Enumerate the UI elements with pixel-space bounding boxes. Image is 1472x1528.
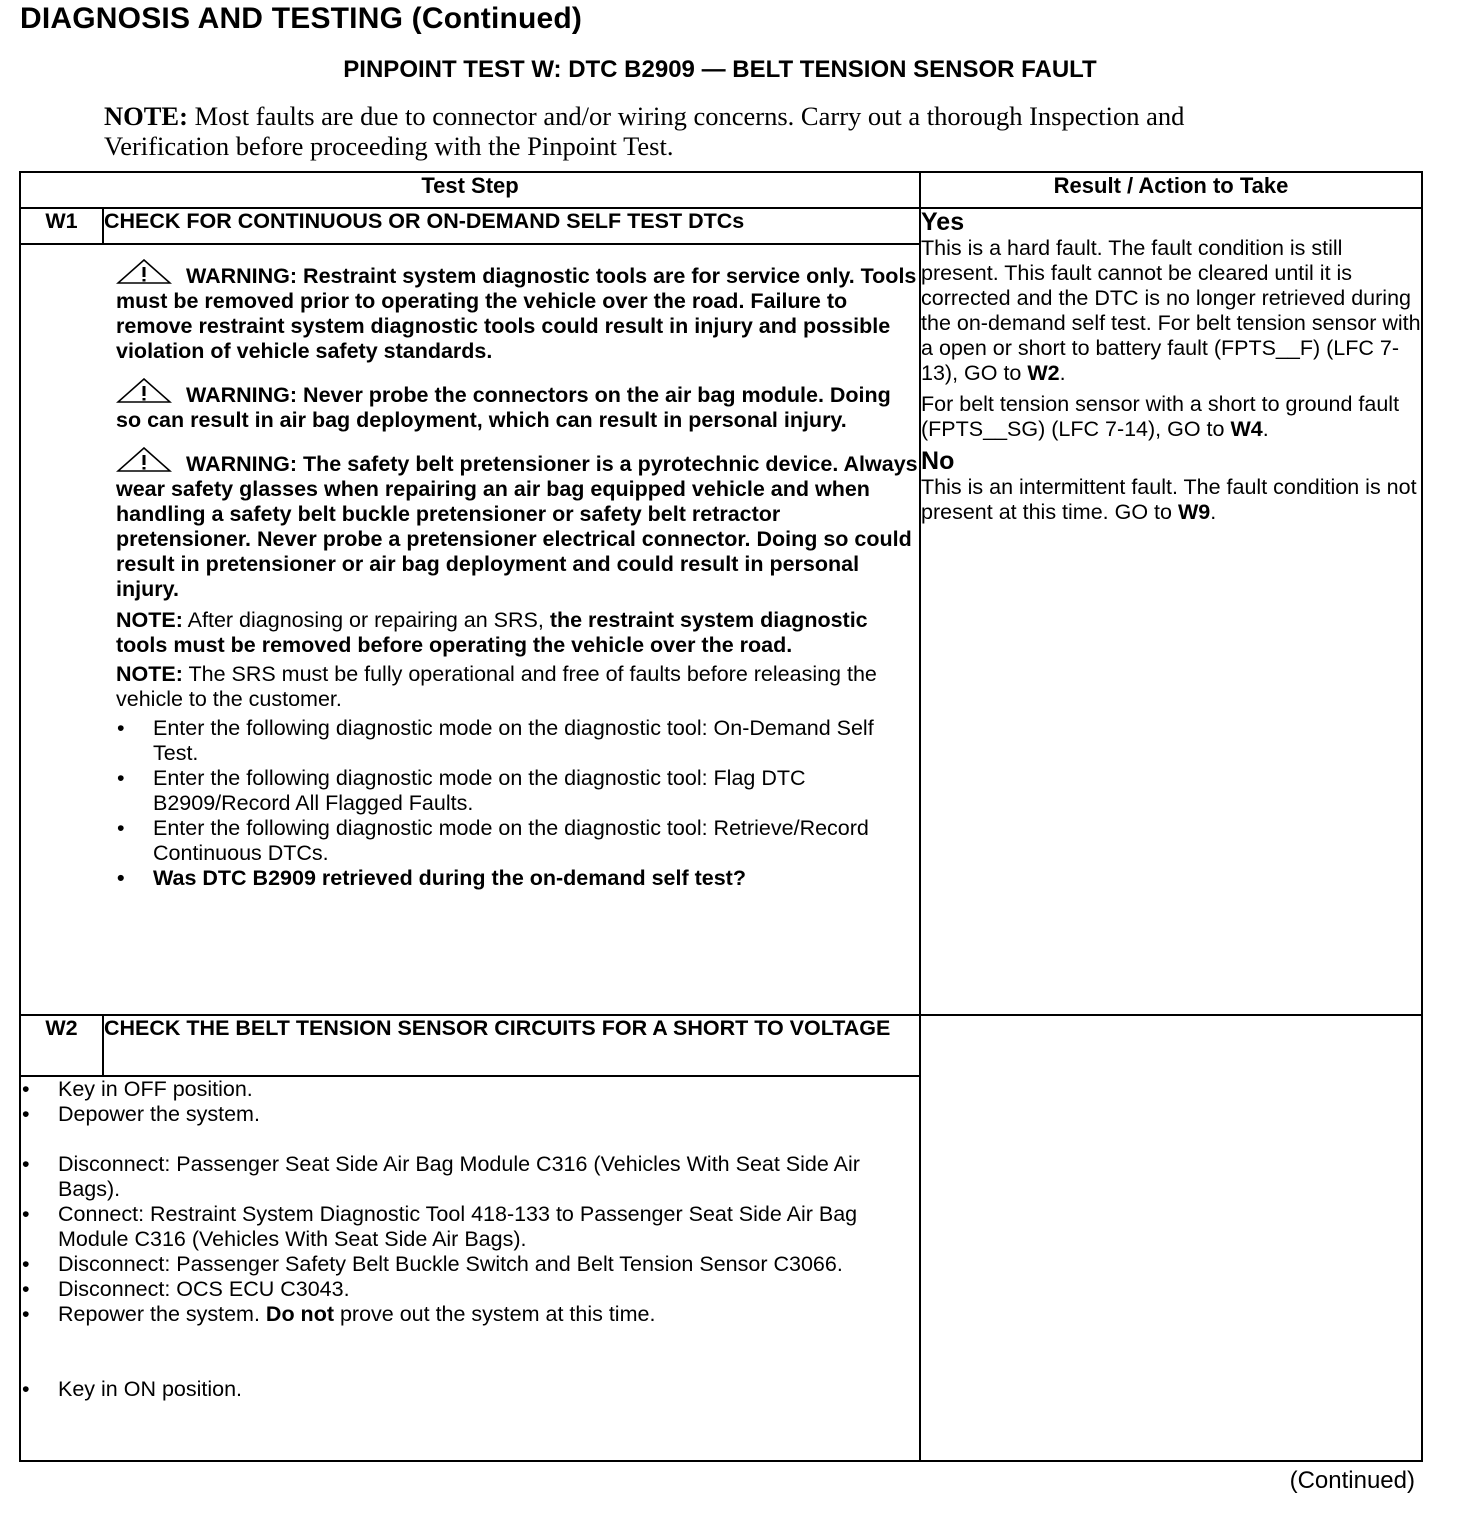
list-item: • Key in ON position.	[21, 1377, 919, 1402]
result-w1	[920, 208, 1422, 1015]
result-yes-text-2: For belt tension sensor with a short to ground fault (FPTS__SG) (LFC 7-14), GO to W4.	[921, 392, 1400, 441]
warning-2: WARNING: Never probe the connectors on the air bag module. Doing so can result in air bag deployment, which can result in personal injury.	[116, 378, 919, 433]
list-item: • Enter the following diagnostic mode on the diagnostic tool: Retrieve/Record Continuous DTCs.	[116, 816, 919, 866]
list-item-repower: • Repower the system. Do not prove out the system at this time.	[21, 1302, 919, 1327]
continued-label: (Continued)	[1289, 1467, 1415, 1494]
warning-1: WARNING: Restraint system diagnostic tools are for service only. Tools must be removed prior to operating the vehicle over the road. Failure to remove restraint system diagnostic tools could result in injury and possible violation of vehicle safety standards.	[116, 259, 919, 364]
list-item: • Disconnect: Passenger Seat Side Air Bag Module C316 (Vehicles With Seat Side Air Bags).	[21, 1152, 919, 1202]
warning-triangle-icon	[116, 378, 172, 404]
spacer	[21, 1127, 919, 1152]
step-id-w2: W2	[20, 1015, 103, 1076]
step-list-w2	[21, 1077, 919, 1402]
pinpoint-test-table	[19, 171, 1423, 1462]
note-2: NOTE: The SRS must be fully operational and free of faults before releasing the vehicle to the customer.	[116, 662, 877, 711]
list-item: • Enter the following diagnostic mode on the diagnostic tool: On-Demand Self Test.	[116, 716, 919, 766]
result-w2	[920, 1015, 1422, 1461]
step-title-w1: CHECK FOR CONTINUOUS OR ON-DEMAND SELF TEST DTCs	[103, 208, 920, 244]
goto-w9: W9	[1177, 500, 1211, 524]
warning-triangle-icon	[116, 259, 172, 285]
result-no-text: This is an intermittent fault. The fault condition is not present at this time. GO to W9.	[921, 475, 1417, 524]
step-title-w2: CHECK THE BELT TENSION SENSOR CIRCUITS FOR A SHORT TO VOLTAGE	[103, 1015, 920, 1076]
spacer	[21, 1327, 919, 1377]
question-w1: • Was DTC B2909 retrieved during the on-demand self test?	[116, 866, 919, 891]
result-no-label: No	[921, 447, 955, 475]
list-item: • Key in OFF position.	[21, 1077, 919, 1102]
list-item: • Disconnect: OCS ECU C3043.	[21, 1277, 919, 1302]
note-1: NOTE: After diagnosing or repairing an SRS, the restraint system diagnostic tools must be removed before operating the vehicle over the road.	[116, 608, 868, 657]
step-list-w1	[116, 716, 919, 891]
warning-triangle-icon	[116, 447, 172, 473]
list-item: • Enter the following diagnostic mode on the diagnostic tool: Flag DTC B2909/Record All Flagged Faults.	[116, 766, 919, 816]
list-item: • Depower the system.	[21, 1102, 919, 1127]
list-item: • Disconnect: Passenger Safety Belt Buckle Switch and Belt Tension Sensor C3066.	[21, 1252, 919, 1277]
pinpoint-test-title: PINPOINT TEST W: DTC B2909 — BELT TENSION SENSOR FAULT	[343, 56, 1097, 83]
result-yes-text-1: This is a hard fault. The fault condition is still present. This fault cannot be cleared until it is corrected and the DTC is no longer retrieved during the on-demand self test. For belt tension sensor with a open or short to battery fault (FPTS__F) (LFC 7-13), GO to W2.	[921, 236, 1421, 385]
goto-w2: W2	[1027, 361, 1060, 385]
result-yes-label: Yes	[921, 208, 965, 236]
intro-note	[104, 101, 1304, 161]
goto-w4: W4	[1230, 417, 1263, 441]
step-body-w2	[20, 1076, 920, 1461]
page-title: DIAGNOSIS AND TESTING (Continued)	[20, 2, 583, 35]
warning-3: WARNING: The safety belt pretensioner is a pyrotechnic device. Always wear safety glasses when repairing an air bag equipped vehicle and when handling a safety belt buckle pretensioner or safety belt retractor pretensioner. Never probe a pretensioner electrical connector. Doing so could result in pretensioner or air bag deployment and could result in personal injury.	[116, 447, 919, 602]
note-text: Most faults are due to connector and/or wiring concerns. Carry out a thorough Inspection and Verification before proceeding with the Pinpoint Test.	[104, 101, 1185, 161]
note-label: NOTE:	[104, 101, 188, 131]
step-id-w1: W1	[20, 208, 103, 244]
header-test-step: Test Step	[20, 172, 920, 208]
header-result-action: Result / Action to Take	[920, 172, 1422, 208]
list-item: • Connect: Restraint System Diagnostic Tool 418-133 to Passenger Seat Side Air Bag Module C316 (Vehicles With Seat Side Air Bags).	[21, 1202, 919, 1252]
step-body-w1	[20, 244, 920, 1015]
